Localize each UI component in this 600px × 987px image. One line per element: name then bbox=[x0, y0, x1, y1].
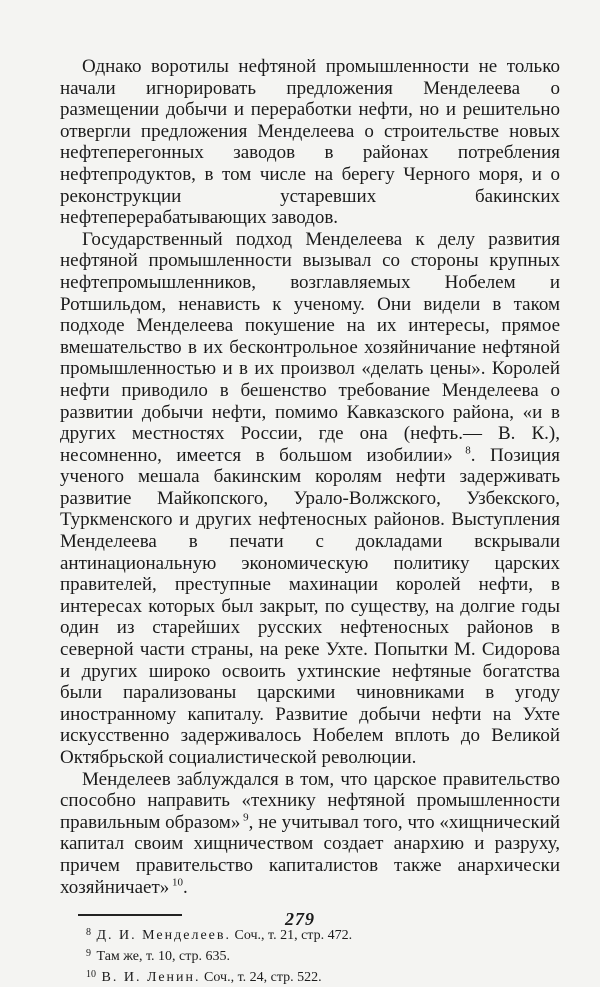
footnote-ref-9: 9 bbox=[243, 811, 249, 824]
paragraph-3 bbox=[60, 769, 560, 899]
footnote-9 bbox=[86, 945, 560, 966]
paragraph-2: Государственный подход Менделеева к делу развития нефтяной промышленности вызывал со стороны крупных нефтепромышленников, возглавляемых Нобелем и Ротшильдом, ненависть к ученому. Они видели в таком подходе Менделеева покушение на их интересы, прямое вмешательство в их бесконтрольное хозяйничание нефтяной промышленностью и в их произвол «делать цены». Королей нефти приводило в бешенство требование Менделеева о развитии добычи нефти, помимо Кавказского района, «и в других местностях России, где она (нефть.— В. К.), несомненно, имеется в большом изобилии» $^8$. Позиция ученого мешала бакинским королям нефти задерживать развитие Майкопского, Урало-Волжского, Узбекского, Туркменского и других нефтеносных районов. Выступления Менделеева в печати с докладами вскрывали антинациональную экономическую политику царских правителей, преступные махинации королей нефти, в интересах которых был закрыт, по существу, на долгие годы один из старейших русских нефтеносных районов в северной части страны, на реке Ухте. Попытки М. Сидорова и других широко освоить ухтинские нефтяные богатства были парализованы царскими чиновниками в угоду иностранному капиталу. Развитие добычи нефти на Ухте искусственно задерживалось Нобелем вплоть до Великой Октябрьской социалистической революции. bbox=[60, 228, 560, 768]
footnote-author: В. И. Ленин. bbox=[101, 970, 201, 986]
paragraph-3-end: . bbox=[183, 876, 188, 898]
footnote-text: Соч., т. 24, стр. 522. bbox=[204, 970, 322, 986]
paragraph-2-text: Государственный подход Менделеева к делу развития нефтяной промышленности вызывал со стороны крупных нефтепромышленников, возглавляемых Нобелем и Ротшильдом, ненависть к ученому. Они видели в таком подходе Менделеева покушение на их интересы, прямое вмешательство в их бесконтрольное хозяйничание нефтяной промышленностью и в их произвол «делать цены». Королей нефти приводило в бешенство требование Менделеева о развитии добычи нефти, помимо Кавказского района, «и в других местностях России, где она (нефть.— В. К.), несомненно, имеется в большом изобилии» bbox=[60, 228, 560, 466]
footnote-number: 9 bbox=[86, 948, 91, 960]
paragraph-1 bbox=[60, 56, 560, 229]
page-body bbox=[60, 56, 560, 987]
footnote-text: Там же, т. 10, стр. 635. bbox=[96, 949, 231, 965]
page-number: 279 bbox=[285, 909, 315, 929]
paragraph-2-continued: Позиция ученого мешала бакинским королям нефти задерживать развитие Майкопского, Урало-Волжского, Узбекского, Туркменского и других нефтеносных районов. Выступления Менделеева в печати с докладами вскрывали антинациональную экономическую политику царских правителей, преступные махинации королей нефти, в интересах которых был закрыт, по существу, на долгие годы один из старейших русских нефтеносных районов в северной части страны, на реке Ухте. Попытки М. Сидорова и других широко освоить ухтинские нефтяные богатства были парализованы царскими чиновниками в угоду иностранному капиталу. Развитие добычи нефти на Ухте искусственно задерживалось Нобелем вплоть до Великой Октябрьской социалистической революции. bbox=[60, 444, 560, 768]
footnote-author: Д. И. Менделеев. bbox=[96, 928, 231, 944]
footnote-number: 8 bbox=[86, 927, 91, 939]
footnote-ref-8: 8 bbox=[465, 444, 471, 457]
paragraph-3-text: Менделеев заблуждался в том, что царское правительство способно направить «технику нефтяной промышленности правильным образом» bbox=[60, 768, 560, 833]
paragraph-1-text: Однако воротилы нефтяной промышленности не только начали игнорировать предложения Менделеева о размещении добычи и переработки нефти, но и решительно отвергли предложения Менделеева о строительстве новых нефтеперегонных заводов в районах потребления нефтепродуктов, в том числе на берегу Черного моря, и о реконструкции устаревших бакинских нефтеперерабатывающих заводов. bbox=[60, 56, 560, 229]
footnote-ref-10: 10 bbox=[172, 876, 183, 889]
footnote-number: 10 bbox=[86, 969, 96, 981]
footnote-text: Соч., т. 21, стр. 472. bbox=[234, 928, 353, 944]
paragraph-3-middle: , не учитывал того, что «хищнический капитал своим хищничеством создает анархию и разруху, причем правительство капиталистов также анархически хозяйничает» bbox=[60, 811, 561, 898]
footnotes bbox=[86, 924, 560, 987]
